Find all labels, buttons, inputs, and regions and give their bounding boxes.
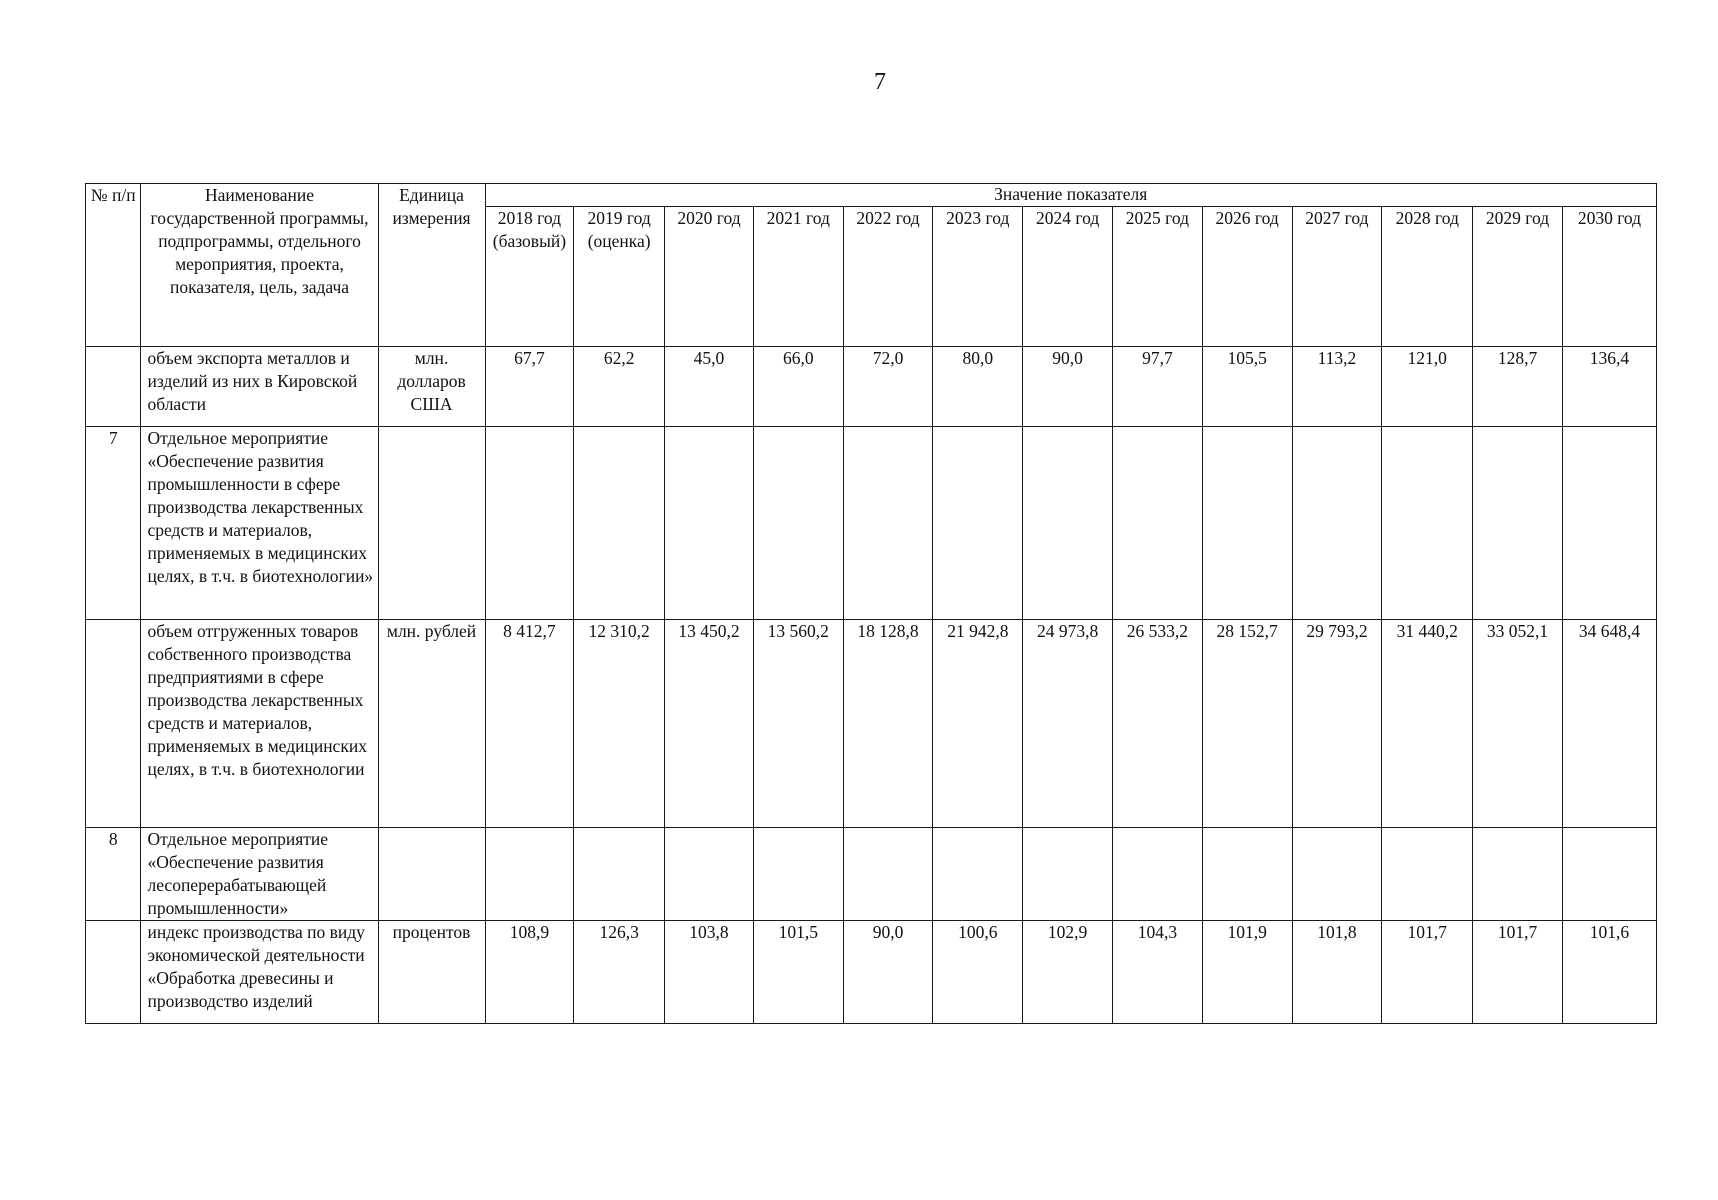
row-value [843,427,933,620]
header-values-group: Значение показателя [485,184,1657,207]
row-value: 101,7 [1382,921,1473,1024]
row-value: 102,9 [1023,921,1113,1024]
row-value: 29 793,2 [1292,620,1382,828]
row-value: 45,0 [665,347,754,427]
row-value [1023,427,1113,620]
row-num [86,921,141,1024]
row-value [1562,828,1656,921]
row-value: 113,2 [1292,347,1382,427]
table-row [86,427,1657,620]
row-value: 18 128,8 [843,620,933,828]
row-value: 126,3 [574,921,665,1024]
row-value [753,427,843,620]
row-value: 13 450,2 [665,620,754,828]
header-year: 2018 год (базовый) [485,207,574,347]
row-value: 13 560,2 [753,620,843,828]
row-value: 101,6 [1562,921,1656,1024]
row-num [86,620,141,828]
header-year: 2025 год [1112,207,1202,347]
page-number: 7 [874,69,886,95]
row-value [1562,427,1656,620]
row-value: 67,7 [485,347,574,427]
row-value [574,828,665,921]
row-value: 101,5 [753,921,843,1024]
row-unit [378,427,485,620]
row-unit: млн. долларов США [378,347,485,427]
row-value: 104,3 [1112,921,1202,1024]
row-unit: процентов [378,921,485,1024]
row-value [933,828,1023,921]
row-value [1473,427,1563,620]
row-value: 72,0 [843,347,933,427]
row-name: Отдельное мероприятие «Обеспечение развития лесоперерабатывающей промышленности» [141,828,378,921]
table-row [86,347,1657,427]
header-unit: Единица измерения [378,184,485,347]
row-value [843,828,933,921]
row-value [665,828,754,921]
header-year: 2023 год [933,207,1023,347]
row-value: 62,2 [574,347,665,427]
row-value: 90,0 [1023,347,1113,427]
row-num: 8 [86,828,141,921]
header-year: 2024 год [1023,207,1113,347]
header-year: 2021 год [753,207,843,347]
table-row [86,828,1657,921]
table-row [86,921,1657,1024]
row-name: индекс производства по виду экономической деятельности «Обработка древесины и производство изделий [141,921,378,1024]
row-value: 103,8 [665,921,754,1024]
header-num: № п/п [86,184,141,347]
row-num [86,347,141,427]
row-name: Отдельное мероприятие «Обеспечение развития промышленности в сфере производства лекарственных средств и материалов, применяемых в медицинских целях, в т.ч. в биотехнологии» [141,427,378,620]
row-value [1382,427,1473,620]
header-year: 2022 год [843,207,933,347]
row-value [1382,828,1473,921]
row-value [1112,427,1202,620]
row-value [1202,828,1292,921]
row-value [1473,828,1563,921]
header-year: 2030 год [1562,207,1656,347]
header-name: Наименование государственной программы, подпрограммы, отдельного мероприятия, проекта, показателя, цель, задача [141,184,378,347]
row-value: 105,5 [1202,347,1292,427]
row-value: 108,9 [485,921,574,1024]
row-value: 101,8 [1292,921,1382,1024]
indicators-table [85,183,1657,1024]
row-value: 100,6 [933,921,1023,1024]
table-row [86,620,1657,828]
row-value [1292,427,1382,620]
header-year: 2020 год [665,207,754,347]
row-value [485,828,574,921]
row-value: 101,9 [1202,921,1292,1024]
row-value [1023,828,1113,921]
header-year: 2026 год [1202,207,1292,347]
table-body [86,347,1657,1024]
header-year: 2027 год [1292,207,1382,347]
header-year: 2028 год [1382,207,1473,347]
row-num: 7 [86,427,141,620]
header-year: 2019 год (оценка) [574,207,665,347]
row-value: 66,0 [753,347,843,427]
row-value: 90,0 [843,921,933,1024]
row-unit [378,828,485,921]
row-value [574,427,665,620]
row-name: объем экспорта металлов и изделий из них в Кировской области [141,347,378,427]
row-value: 26 533,2 [1112,620,1202,828]
row-value [753,828,843,921]
row-name: объем отгруженных товаров собственного производства предприятиями в сфере производства лекарственных средств и материалов, применяемых в медицинских целях, в т.ч. в биотехнологии [141,620,378,828]
row-value: 136,4 [1562,347,1656,427]
row-value: 34 648,4 [1562,620,1656,828]
row-value: 28 152,7 [1202,620,1292,828]
row-value: 121,0 [1382,347,1473,427]
row-value [1202,427,1292,620]
row-unit: млн. рублей [378,620,485,828]
row-value [1112,828,1202,921]
row-value: 24 973,8 [1023,620,1113,828]
row-value [665,427,754,620]
header-year: 2029 год [1473,207,1563,347]
row-value: 31 440,2 [1382,620,1473,828]
row-value: 33 052,1 [1473,620,1563,828]
row-value: 21 942,8 [933,620,1023,828]
row-value [485,427,574,620]
row-value: 12 310,2 [574,620,665,828]
row-value: 8 412,7 [485,620,574,828]
row-value: 101,7 [1473,921,1563,1024]
row-value: 128,7 [1473,347,1563,427]
row-value: 97,7 [1112,347,1202,427]
row-value: 80,0 [933,347,1023,427]
row-value [1292,828,1382,921]
row-value [933,427,1023,620]
